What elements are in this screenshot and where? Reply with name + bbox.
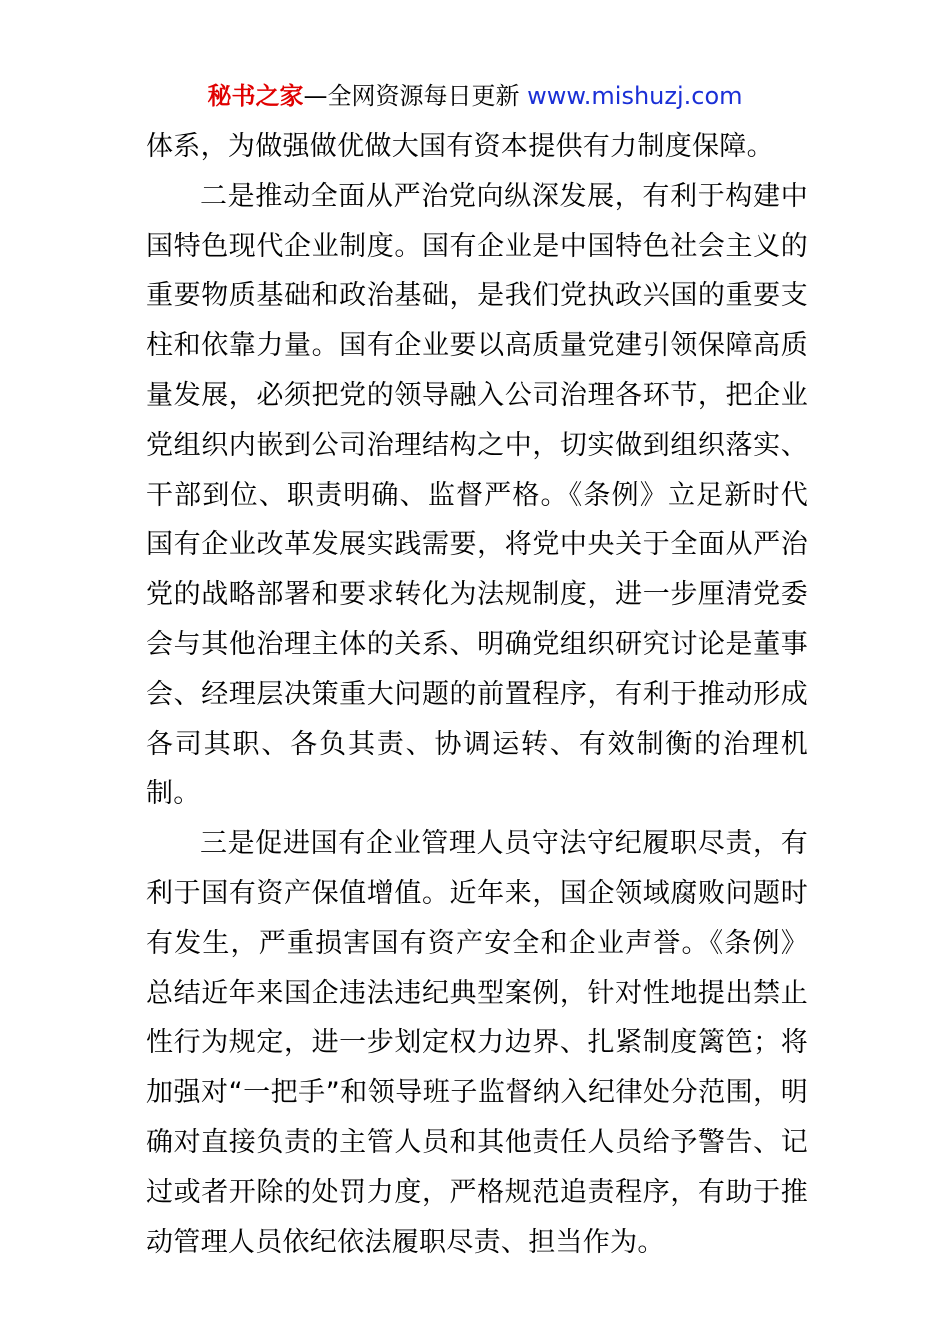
document-body: [146, 122, 808, 1267]
site-tagline: —全网资源每日更新: [303, 82, 520, 110]
paragraph-continuation: 体系，为做强做优做大国有资本提供有力制度保障。: [146, 131, 774, 162]
paragraph-point-two: 二是推动全面从严治党向纵深发展，有利于构建中国特色现代企业制度。国有企业是中国特色社会主义的重要物质基础和政治基础，是我们党执政兴国的重要支柱和依靠力量。国有企业要以高质量党建引领保障高质量发展，必须把党的领导融入公司治理各环节，把企业党组织内嵌到公司治理结构之中，切实做到组织落实、干部到位、职责明确、监督严格。《条例》立足新时代国有企业改革发展实践需要，将党中央关于全面从严治党的战略部署和要求转化为法规制度，进一步厘清党委会与其他治理主体的关系、明确党组织研究讨论是董事会、经理层决策重大问题的前置程序，有利于推动形成各司其职、各负其责、协调运转、有效制衡的治理机制。: [146, 180, 808, 810]
site-header: [0, 80, 950, 112]
paragraph-point-three: 三是促进国有企业管理人员守法守纪履职尽责，有利于国有资产保值增值。近年来，国企领域腐败问题时有发生，严重损害国有资产安全和企业声誉。《条例》总结近年来国企违法违纪典型案例，针对性地提出禁止性行为规定，进一步划定权力边界、扎紧制度篱笆；将加强对“一把手”和领导班子监督纳入纪律处分范围，明确对直接负责的主管人员和其他责任人员给予警告、记过或者开除的处罚力度，严格规范追责程序，有助于推动管理人员依纪依法履职尽责、担当作为。: [146, 828, 808, 1258]
site-brand: 秘书之家: [207, 82, 304, 110]
site-url-link[interactable]: www.mishuzj.com: [527, 82, 743, 110]
